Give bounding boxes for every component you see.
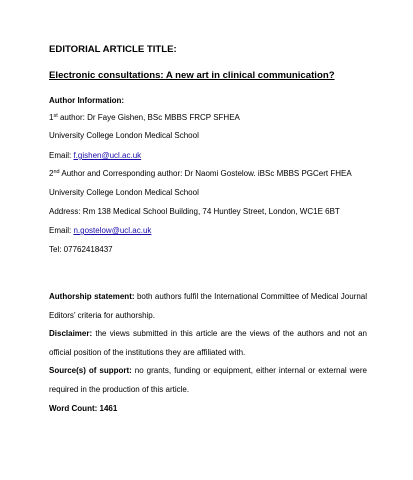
author2-ordinal-suffix: nd xyxy=(53,169,60,175)
author1-institution: University College London Medical School xyxy=(49,131,199,140)
author2-details: Author and Corresponding author: Dr Naomi Gostelow. iBSc MBBS PGCert FHEA xyxy=(59,169,352,178)
author1-email-link[interactable]: f.gishen@ucl.ac.uk xyxy=(73,151,142,160)
author2-address: Address: Rm 138 Medical School Building, 74 Huntley Street, London, WC1E 6BT xyxy=(49,207,340,216)
author2-line xyxy=(49,169,352,179)
authorship-label: Authorship statement: xyxy=(49,292,135,301)
disclaimer-line2: official position of the institutions they are affiliated with. xyxy=(49,348,246,357)
author1-ordinal-suffix: st xyxy=(53,113,58,119)
article-title: Electronic consultations: A new art in clinical communication? xyxy=(49,70,335,81)
author1-line xyxy=(49,113,240,123)
author2-email-link[interactable]: n.gostelow@ucl.ac.uk xyxy=(73,226,152,235)
author2-email-line xyxy=(49,226,151,236)
disclaimer-text1: the views submitted in this article are the views of the authors and not an xyxy=(92,329,367,338)
author1-email-label: Email: xyxy=(49,151,74,160)
authorship-line1 xyxy=(49,292,367,302)
support-line2: required in the production of this article. xyxy=(49,385,190,394)
word-count: Word Count: 1461 xyxy=(49,404,118,413)
author1-details: author: Dr Faye Gishen, BSc MBBS FRCP SFHEA xyxy=(57,113,240,122)
author2-tel: Tel: 07762418437 xyxy=(49,245,113,254)
support-text1: no grants, funding or equipment, either internal or external were xyxy=(131,366,367,375)
support-label: Source(s) of support: xyxy=(49,366,132,375)
support-line1 xyxy=(49,366,367,376)
disclaimer-label: Disclaimer: xyxy=(49,329,93,338)
author-info-heading: Author Information: xyxy=(49,96,125,105)
author2-email-label: Email: xyxy=(49,226,74,235)
author1-ordinal: 1 xyxy=(49,113,54,122)
author2-ordinal: 2 xyxy=(49,169,54,178)
editorial-title: EDITORIAL ARTICLE TITLE: xyxy=(49,44,177,55)
authorship-text1: both authors fulfil the International Committee of Medical Journal xyxy=(134,292,367,301)
disclaimer-line1 xyxy=(49,329,367,339)
authorship-line2: Editors’ criteria for authorship. xyxy=(49,311,155,320)
author2-institution: University College London Medical School xyxy=(49,188,199,197)
author1-email-line xyxy=(49,151,141,161)
